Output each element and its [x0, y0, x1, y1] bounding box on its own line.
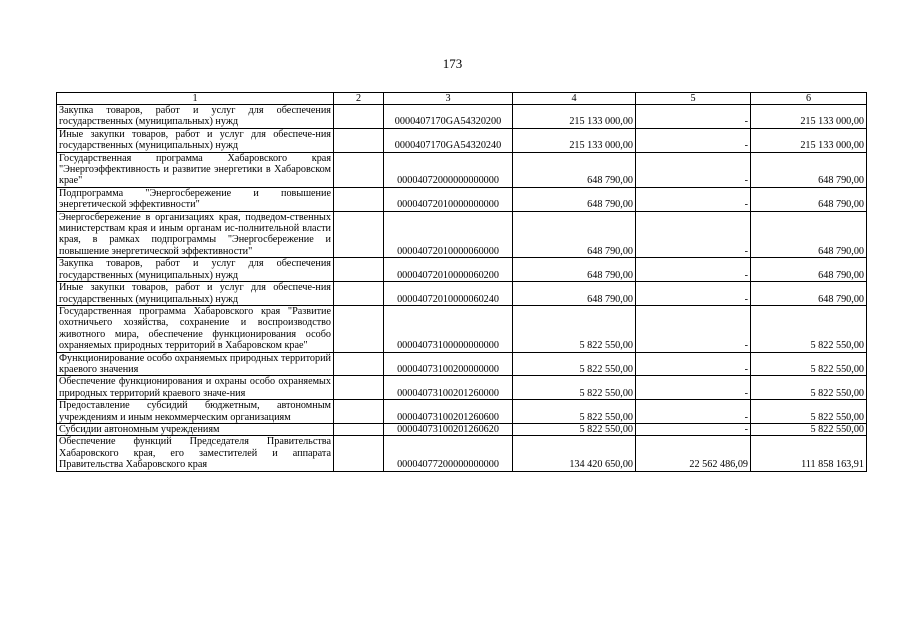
table-row: [57, 400, 867, 424]
row-name: Иные закупки товаров, работ и услуг для обеспече-ния государственных (муниципальных) нужд: [57, 128, 334, 152]
row-col-6: 648 790,00: [751, 282, 867, 306]
row-code: 00004073100201260600: [384, 400, 513, 424]
table-row: [57, 258, 867, 282]
row-total: 648 790,00: [513, 211, 636, 258]
row-col-2: [334, 187, 384, 211]
row-col-2: [334, 400, 384, 424]
row-col-5: -: [636, 152, 751, 187]
row-col-5: 22 562 486,09: [636, 436, 751, 471]
row-col-5: -: [636, 305, 751, 352]
table-row: [57, 352, 867, 376]
row-col-5: -: [636, 376, 751, 400]
row-name: Иные закупки товаров, работ и услуг для обеспече-ния государственных (муниципальных) нужд: [57, 282, 334, 306]
header-col-4: 4: [513, 93, 636, 105]
row-col-6: 5 822 550,00: [751, 423, 867, 435]
row-total: 134 420 650,00: [513, 436, 636, 471]
row-col-2: [334, 211, 384, 258]
row-col-6: 5 822 550,00: [751, 376, 867, 400]
row-col-6: 648 790,00: [751, 152, 867, 187]
header-col-1: 1: [57, 93, 334, 105]
row-col-6: 648 790,00: [751, 258, 867, 282]
row-col-2: [334, 282, 384, 306]
row-code: 00004072010000060200: [384, 258, 513, 282]
row-col-5: -: [636, 128, 751, 152]
row-col-6: 215 133 000,00: [751, 105, 867, 129]
row-code: 00004072000000000000: [384, 152, 513, 187]
row-col-6: 5 822 550,00: [751, 352, 867, 376]
row-col-6: 5 822 550,00: [751, 305, 867, 352]
row-col-2: [334, 352, 384, 376]
row-total: 5 822 550,00: [513, 376, 636, 400]
row-total: 648 790,00: [513, 187, 636, 211]
header-col-3: 3: [384, 93, 513, 105]
table-row: [57, 152, 867, 187]
row-total: 648 790,00: [513, 282, 636, 306]
row-code: 00004072010000060000: [384, 211, 513, 258]
row-name: Закупка товаров, работ и услуг для обеспечения государственных (муниципальных) нужд: [57, 105, 334, 129]
row-col-6: 215 133 000,00: [751, 128, 867, 152]
row-name: Подпрограмма "Энергосбережение и повышение энергетической эффективности": [57, 187, 334, 211]
row-name: Закупка товаров, работ и услуг для обеспечения государственных (муниципальных) нужд: [57, 258, 334, 282]
row-col-2: [334, 305, 384, 352]
header-col-2: 2: [334, 93, 384, 105]
table-row: [57, 376, 867, 400]
row-col-2: [334, 128, 384, 152]
row-total: 648 790,00: [513, 152, 636, 187]
row-code: 00004073100201260620: [384, 423, 513, 435]
row-code: 00004077200000000000: [384, 436, 513, 471]
row-total: 5 822 550,00: [513, 352, 636, 376]
table-row: [57, 187, 867, 211]
row-col-5: -: [636, 423, 751, 435]
row-code: 00004073100000000000: [384, 305, 513, 352]
budget-table: [56, 92, 867, 472]
row-code: 00004073100201260000: [384, 376, 513, 400]
table-row: [57, 436, 867, 471]
row-col-5: -: [636, 352, 751, 376]
row-col-5: -: [636, 211, 751, 258]
header-row: [57, 93, 867, 105]
row-name: Субсидии автономным учреждениям: [57, 423, 334, 435]
row-total: 5 822 550,00: [513, 400, 636, 424]
row-col-6: 648 790,00: [751, 211, 867, 258]
row-col-2: [334, 376, 384, 400]
row-code: 00004072010000000000: [384, 187, 513, 211]
row-col-6: 5 822 550,00: [751, 400, 867, 424]
table-row: [57, 211, 867, 258]
row-col-2: [334, 258, 384, 282]
row-code: 00004073100200000000: [384, 352, 513, 376]
row-code: 0000407170GA54320240: [384, 128, 513, 152]
row-total: 215 133 000,00: [513, 105, 636, 129]
row-name: Государственная программа Хабаровского края "Энергоэффективность и развитие энергетики в Хабаровском крае": [57, 152, 334, 187]
row-col-2: [334, 423, 384, 435]
row-name: Предоставление субсидий бюджетным, автономным учреждениям и иным некоммерческим организациям: [57, 400, 334, 424]
table-row: [57, 282, 867, 306]
row-col-5: -: [636, 258, 751, 282]
row-name: Обеспечение функций Председателя Правительства Хабаровского края, его заместителей и аппарата Правительства Хабаровского края: [57, 436, 334, 471]
row-col-5: -: [636, 282, 751, 306]
row-col-5: -: [636, 400, 751, 424]
table-row: [57, 423, 867, 435]
row-col-2: [334, 152, 384, 187]
row-col-5: -: [636, 187, 751, 211]
row-col-2: [334, 105, 384, 129]
header-col-5: 5: [636, 93, 751, 105]
row-total: 5 822 550,00: [513, 423, 636, 435]
row-total: 648 790,00: [513, 258, 636, 282]
row-total: 215 133 000,00: [513, 128, 636, 152]
page-number: 173: [442, 56, 463, 71]
row-name: Энергосбережение в организациях края, подведом-ственных министерствам края и иным органам ис-полнительной власти края, в рамках подпрограммы "Энергосбережение и повышение энергетической эффективности": [57, 211, 334, 258]
table-row: [57, 305, 867, 352]
row-name: Обеспечение функционирования и охраны особо охраняемых природных территорий краевого значе-ния: [57, 376, 334, 400]
row-name: Функционирование особо охраняемых природных территорий краевого значения: [57, 352, 334, 376]
row-code: 0000407170GA54320200: [384, 105, 513, 129]
row-name: Государственная программа Хабаровского края "Развитие охотничьего хозяйства, сохранение и воспроизводство животного мира, обеспечение функционирования особо охраняемых природных территорий в Хабаровском крае": [57, 305, 334, 352]
row-col-6: 648 790,00: [751, 187, 867, 211]
table-row: [57, 105, 867, 129]
header-col-6: 6: [751, 93, 867, 105]
row-code: 00004072010000060240: [384, 282, 513, 306]
row-col-6: 111 858 163,91: [751, 436, 867, 471]
row-total: 5 822 550,00: [513, 305, 636, 352]
row-col-5: -: [636, 105, 751, 129]
table-row: [57, 128, 867, 152]
row-col-2: [334, 436, 384, 471]
